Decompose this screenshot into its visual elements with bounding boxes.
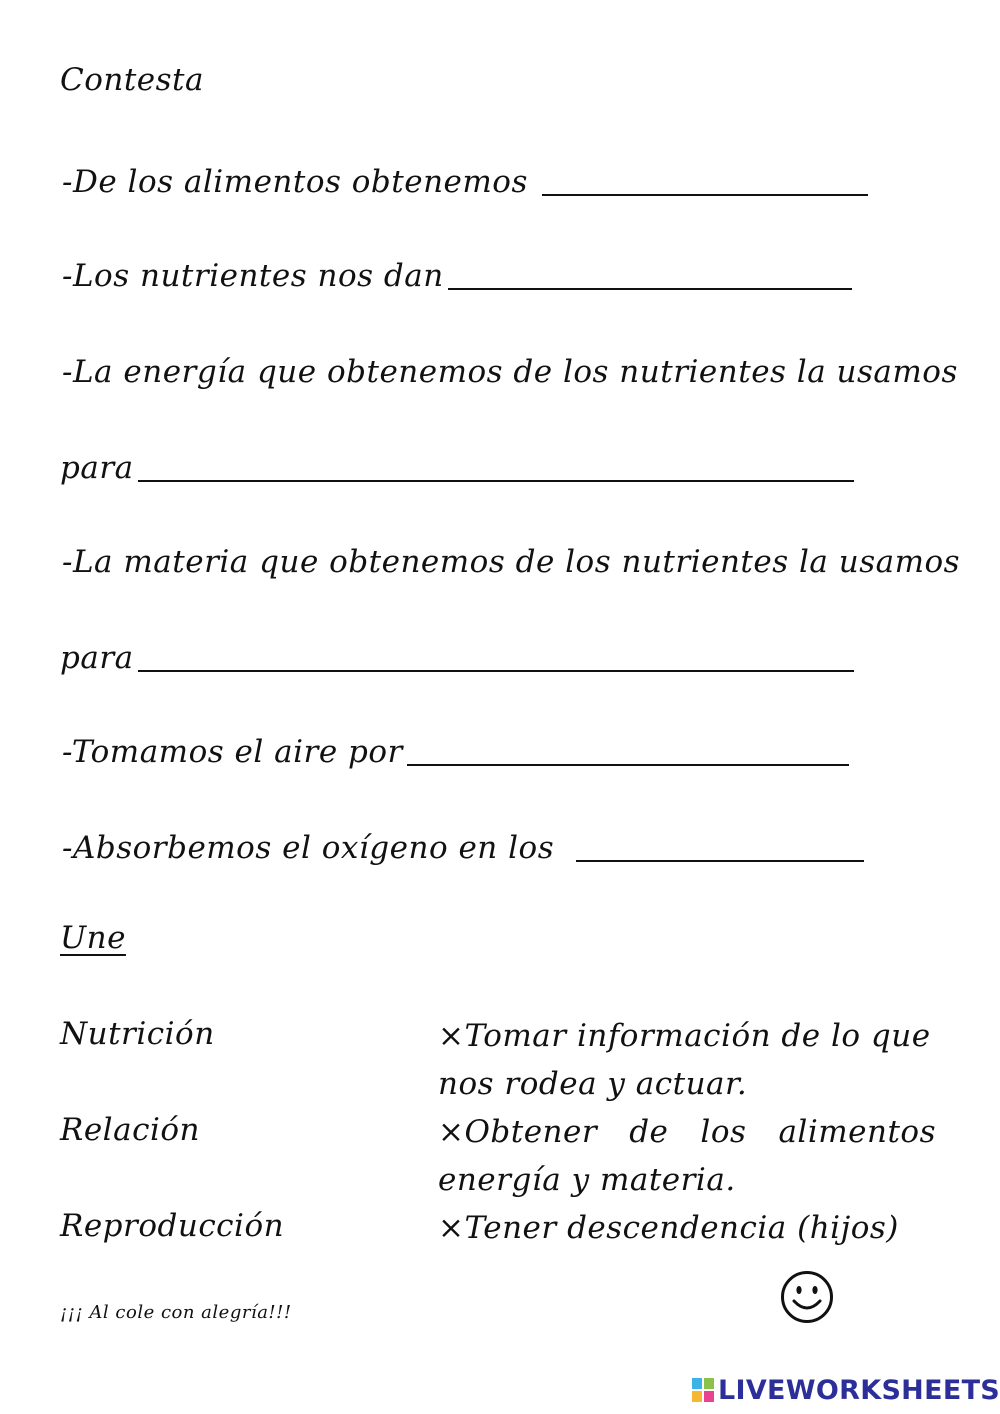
smiley-face-icon	[780, 1270, 834, 1324]
match-term-relacion[interactable]: Relación	[60, 1112, 200, 1148]
answer-blank-1[interactable]	[542, 193, 868, 196]
question-4-text: -La materia que obtenemos de los nutrientes la usamos	[62, 544, 961, 580]
match-def-2[interactable]: ×Obtener de los alimentos energía y materia.	[438, 1114, 936, 1198]
question-4-line-2	[60, 632, 854, 676]
liveworksheets-brand[interactable]	[692, 1372, 1000, 1408]
question-1	[62, 156, 868, 200]
question-3-para: para	[60, 450, 134, 486]
answer-blank-5[interactable]	[407, 763, 849, 766]
question-4-line-1	[62, 536, 960, 580]
match-term-nutricion[interactable]: Nutrición	[60, 1016, 215, 1052]
question-3-text: -La energía que obtenemos de los nutrientes la usamos	[62, 354, 958, 390]
question-2	[62, 250, 852, 294]
match-term-reproduccion[interactable]: Reproducción	[60, 1208, 285, 1244]
heading-une: Une	[60, 920, 126, 956]
heading-contesta: Contesta	[60, 62, 204, 98]
answer-blank-6[interactable]	[576, 859, 864, 862]
match-def-3[interactable]: ×Tener descendencia (hijos)	[438, 1210, 899, 1246]
question-1-text: -De los alimentos obtenemos	[62, 164, 528, 200]
question-6	[62, 822, 864, 866]
brand-name: LIVEWORKSHEETS	[718, 1374, 1000, 1406]
answer-blank-3[interactable]	[138, 479, 854, 482]
question-5-text: -Tomamos el aire por	[62, 734, 403, 770]
question-3-line-1	[62, 346, 958, 390]
question-2-text: -Los nutrientes nos dan	[62, 258, 444, 294]
question-4-para: para	[60, 640, 134, 676]
match-def-1[interactable]: ×Tomar información de lo que nos rodea y actuar.	[438, 1018, 931, 1102]
liveworksheets-logo-icon	[692, 1378, 714, 1402]
question-3-line-2	[60, 442, 854, 486]
question-6-text: -Absorbemos el oxígeno en los	[62, 830, 555, 866]
question-5	[62, 726, 849, 770]
footer-note: ¡¡¡ Al cole con alegría!!!	[60, 1302, 292, 1323]
answer-blank-4[interactable]	[138, 669, 854, 672]
answer-blank-2[interactable]	[448, 287, 852, 290]
